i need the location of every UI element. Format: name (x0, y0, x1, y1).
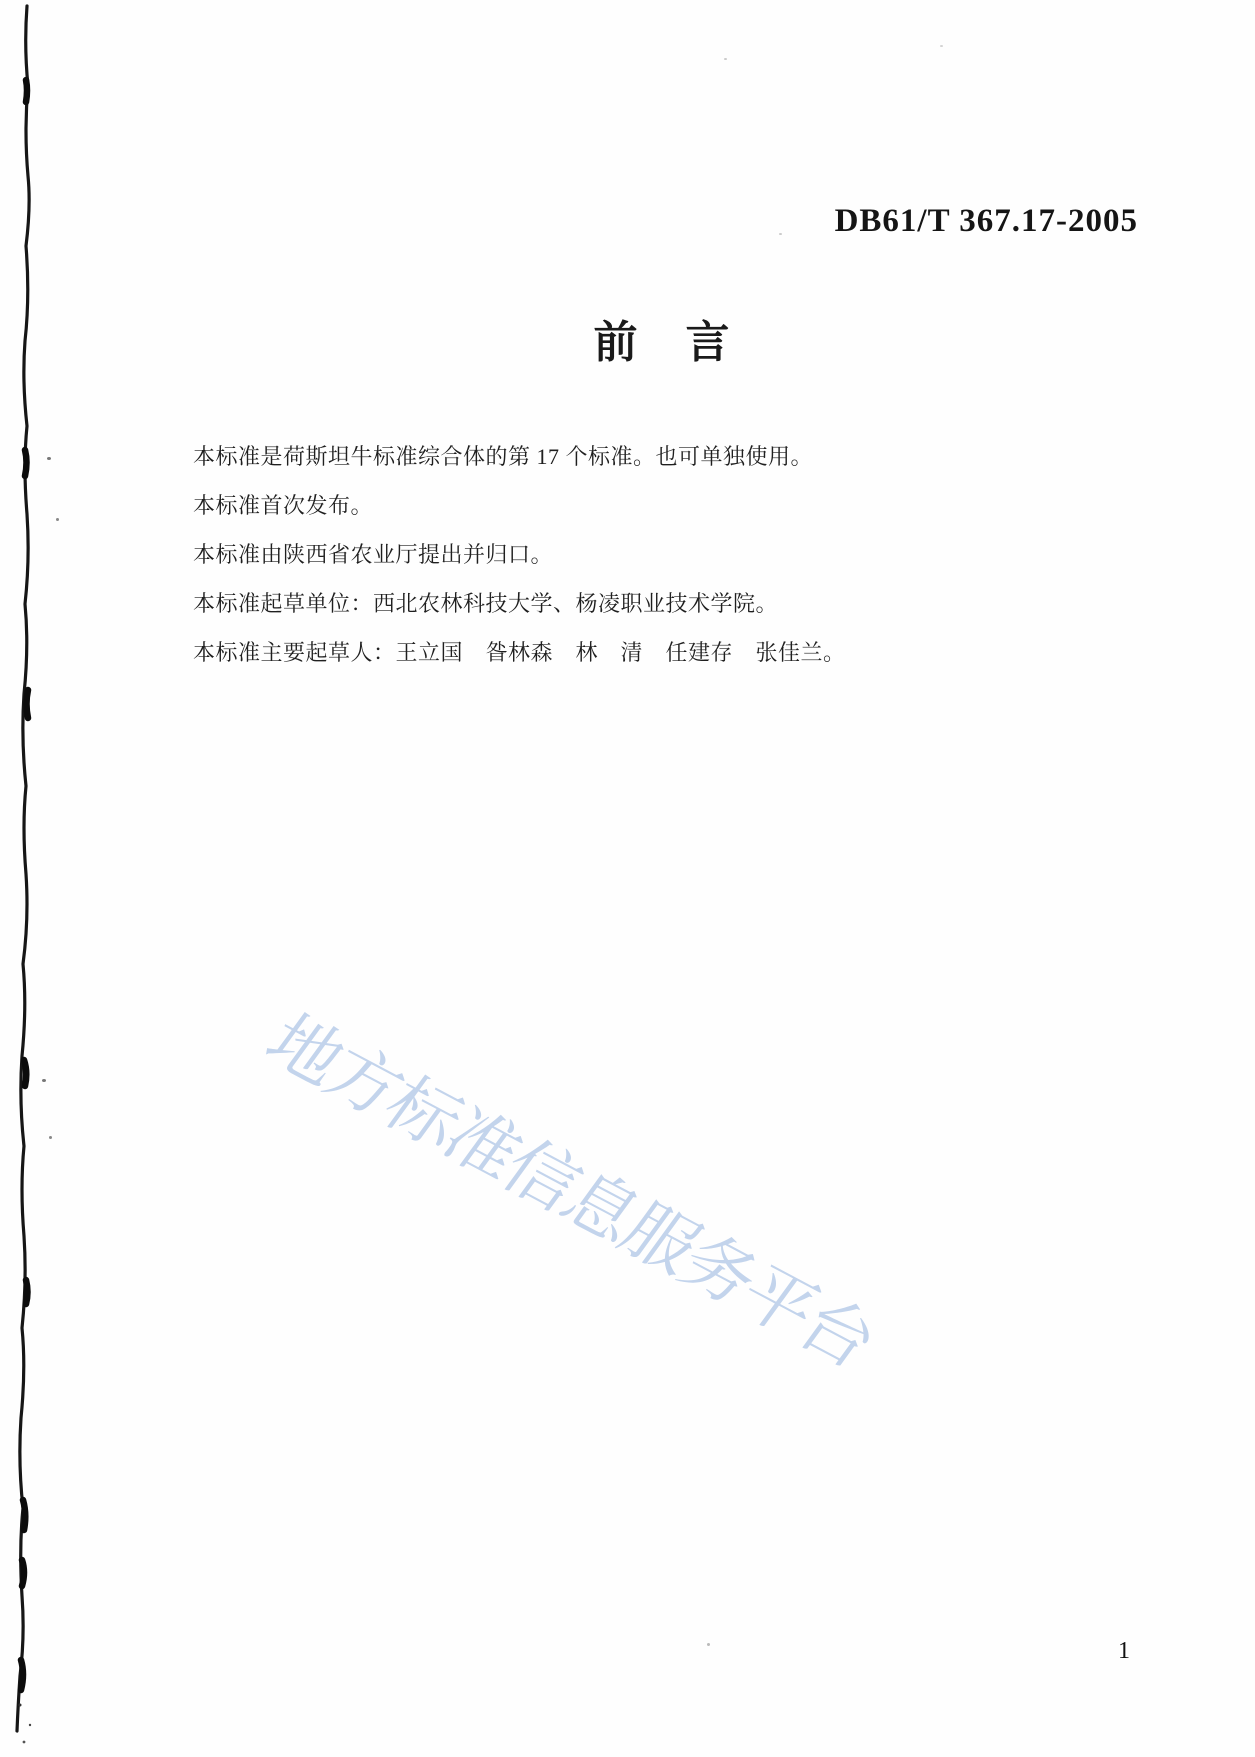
scan-speck (707, 1643, 710, 1646)
paragraph-drafters: 本标准主要起草人：王立国 昝林森 林 清 任建存 张佳兰。 (193, 640, 846, 665)
foreword-body (193, 442, 1053, 687)
scan-speck (940, 45, 943, 47)
scan-edge-artifact (0, 0, 60, 1757)
scan-speck (47, 457, 51, 460)
scan-speck (56, 518, 59, 521)
paragraph-first-issue: 本标准首次发布。 (193, 493, 374, 518)
watermark-text: 地方标准信息服务平台 (251, 1001, 890, 1381)
paragraph-scope: 本标准是荷斯坦牛标准综合体的第 17 个标准。也可单独使用。 (193, 444, 814, 469)
paragraph-proposer: 本标准由陕西省农业厅提出并归口。 (193, 542, 554, 567)
scan-speck (49, 1136, 52, 1139)
paragraph-drafting-units: 本标准起草单位：西北农林科技大学、杨凌职业技术学院。 (193, 591, 779, 616)
standard-code: DB61/T 367.17-2005 (834, 203, 1138, 239)
scan-speck (779, 233, 782, 235)
scan-speck (724, 58, 727, 60)
page-number: 1 (1118, 1638, 1130, 1664)
scan-speck (42, 1079, 46, 1082)
page-title: 前 言 (593, 318, 732, 367)
